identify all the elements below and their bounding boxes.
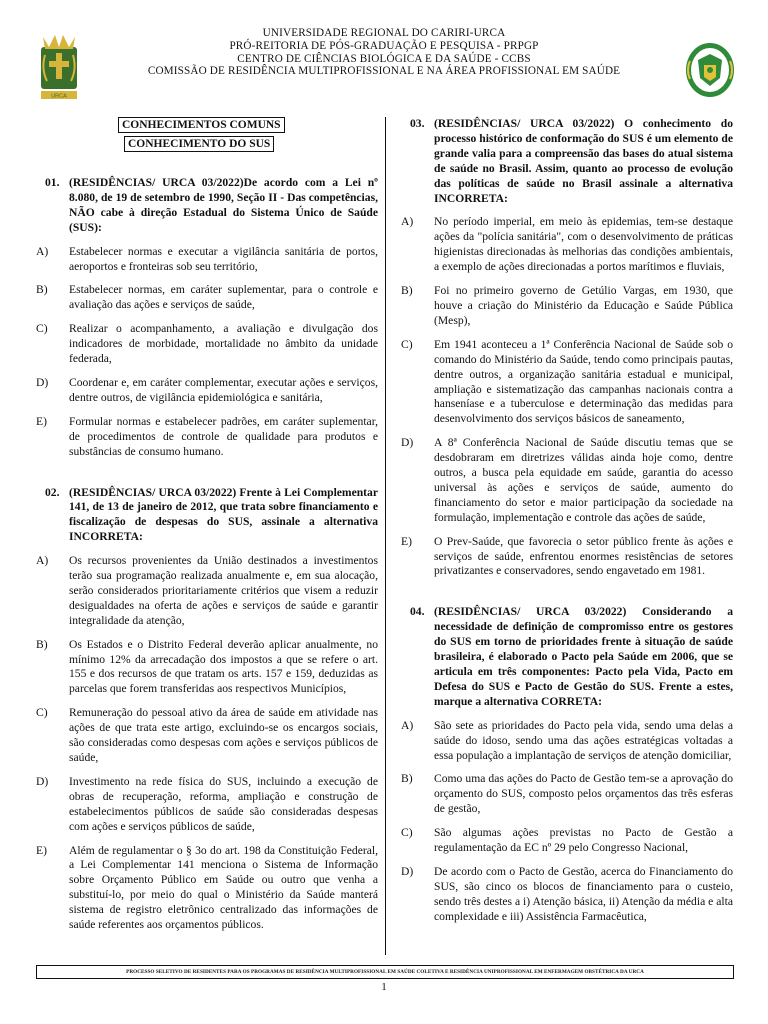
question-01-option-c: [35, 322, 378, 367]
option-label: E): [36, 843, 47, 857]
column-divider: [385, 117, 386, 955]
option-text: Remuneração do pessoal ativo da área de saúde em atividade nas ações de que trata este artigo, excluindo-se os encargos sociais, são consideradas como despesas com ações e serviços públicos de saúde,: [69, 706, 378, 764]
option-text: O Prev-Saúde, que favorecia o setor público frente às ações e serviços de saúde, enfrentou enormes resistências de setores privatizantes e conservadores, sendo engavetado em 1981.: [434, 534, 733, 578]
option-label: A): [401, 215, 414, 229]
option-text: Os Estados e o Distrito Federal deverão aplicar anualmente, no mínimo 12% da arrecadação dos impostos a que se refere o art. 155 e dos recursos de que tratam os arts. 157 e 159, deduzidas as parcelas que forem transferidas aos respectivos Municípios,: [69, 637, 378, 696]
option-text: Foi no primeiro governo de Getúlio Vargas, em 1930, que houve a criação do Ministério da Educação e Saúde Pública (Mesp),: [434, 284, 733, 327]
option-label: D): [36, 774, 49, 788]
question-04-option-d: [400, 865, 733, 925]
option-label: E): [36, 414, 47, 428]
question-02-option-a: [35, 554, 378, 629]
question-02-option-d: [35, 775, 378, 835]
option-label: E): [401, 534, 412, 548]
header-line-ccbs: CENTRO DE CIÊNCIAS BIOLÓGICA E DA SAÚDE - CCBS: [237, 52, 531, 65]
document-header: [0, 27, 768, 78]
question-number: 03.: [410, 117, 425, 130]
option-label: C): [36, 322, 48, 336]
question-04-option-a: [400, 719, 733, 764]
spacer: [35, 469, 378, 486]
question-04-option-b: [400, 772, 733, 817]
option-text: A 8ª Conferência Nacional de Saúde discutiu temas que se desdobraram em diretrizes válidas ainda hoje como, dentre outros, a busca pela equidade em saúde, garantia do acesso universal às ações e serviços de saúde, aumento do financiamento do setor e maior participação da sociedade na formulação, implementação e controle das ações de saúde,: [434, 436, 733, 524]
option-text: São algumas ações previstas no Pacto de Gestão a regulamentação da EC nº 29 pelo Congresso Nacional,: [434, 826, 733, 855]
option-text: Investimento na rede física do SUS, incluindo a execução de obras de recuperação, reforma, ampliação e construção de estabelecimentos públicos de saúde são consideradas despesas com ações e serviços públicos de saúde,: [69, 774, 378, 833]
question-01-option-e: [35, 415, 378, 460]
question-01: [35, 176, 378, 236]
question-03: [400, 117, 733, 206]
question-text: (RESIDÊNCIAS/ URCA 03/2022) Frente à Lei Complementar 141, de 13 de janeiro de 2012, que trata sobre financiamento e fiscalização de despesas do SUS, assinale a alternativa INCORRETA:: [69, 485, 378, 544]
question-04-option-c: [400, 826, 733, 856]
option-text: São sete as prioridades do Pacto pela vida, sendo uma delas a saúde do idoso, sendo uma das ações estratégicas voltadas a essa população a implantação de serviços de atenção domiciliar,: [434, 718, 733, 762]
section-label-conhecimentos-comuns: CONHECIMENTOS COMUNS: [118, 117, 285, 133]
question-text: (RESIDÊNCIAS/ URCA 03/2022) O conhecimento do processo histórico de conformação do SUS é um elemento de grande valia para a compreensão das bases do atual sistema de saúde no Brasil. Assim, quanto ao processo de evolução das políticas de saúde no Brasil assinale a alternativa INCORRETA:: [434, 117, 733, 205]
option-label: D): [401, 864, 414, 878]
option-label: D): [36, 375, 49, 389]
option-text: No período imperial, em meio às epidemias, tem-se destaque ações da "polícia sanitária", com o desenvolvimento de práticas higienistas direcionadas às melhorias das condições ambientais, a exemplo de ações direcionadas a portos marítimos e fluviais,: [434, 215, 733, 274]
header-line-university: UNIVERSIDADE REGIONAL DO CARIRI-URCA: [262, 27, 506, 39]
section-labels: [118, 117, 298, 155]
question-03-option-e: [400, 535, 733, 580]
option-label: B): [36, 283, 48, 297]
option-label: D): [401, 436, 414, 450]
option-text: Como uma das ações do Pacto de Gestão tem-se a aprovação do orçamento do SUS, composto pelos orçamentos das três esferas de gestão,: [434, 772, 733, 816]
header-line-prpgp: PRÓ-REITORIA DE PÓS-GRADUAÇÃO E PESQUISA - PRPGP: [229, 39, 539, 52]
header-line-commission: COMISSÃO DE RESIDÊNCIA MULTIPROFISSIONAL E NA ÁREA PROFISSIONAL EM SAÚDE: [147, 65, 621, 78]
question-number: 01.: [45, 176, 60, 189]
option-label: A): [401, 718, 414, 732]
option-text: Estabelecer normas e executar a vigilância sanitária de portos, aeroportos e fronteiras sob seu território,: [69, 244, 378, 273]
question-03-option-d: [400, 436, 733, 525]
question-02-option-c: [35, 706, 378, 766]
spacer: [400, 588, 733, 605]
question-04: [400, 605, 733, 709]
question-text: (RESIDÊNCIAS/ URCA 03/2022)De acordo com a Lei nº 8.080, de 19 de setembro de 1990, Seção II - Das competências, NÃO cabe à direção Estadual do Sistema Único de Saúde (SUS):: [69, 176, 378, 234]
option-text: Estabelecer normas, em caráter suplementar, para o controle e avaliação das ações e serviços de saúde,: [69, 283, 378, 312]
right-column: [400, 117, 733, 934]
question-number: 04.: [410, 605, 425, 619]
question-number: 02.: [45, 485, 60, 499]
question-03-option-c: [400, 338, 733, 427]
question-text: (RESIDÊNCIAS/ URCA 03/2022) Considerando a necessidade de definição de compromisso entre os gestores do SUS em torno de prioridades frente à situação de saúde brasileira, é elaborado o Pacto pela Saúde em 2006, que se articula em três componentes: Pacto pela Vida, Pacto em Defesa do SUS e Pacto de Gestão do SUS. Frente a estes, marque a alternativa CORRETA:: [434, 605, 733, 708]
footer-box: PROCESSO SELETIVO DE RESIDENTES PARA OS PROGRAMAS DE RESIDÊNCIA MULTIPROFISSIONAL EM SAÚDE COLETIVA E RESIDÊNCIA UNIPROFISSIONAL EM ENFERMAGEM OBSTÉTRICA DA URCA: [36, 965, 734, 979]
question-03-option-a: [400, 215, 733, 275]
option-label: A): [36, 244, 49, 258]
option-text: Formular normas e estabelecer padrões, em caráter suplementar, de procedimentos de controle de qualidade para produtos e substâncias de consumo humano.: [69, 414, 378, 458]
question-01-option-d: [35, 376, 378, 406]
option-text: De acordo com o Pacto de Gestão, acerca do Financiamento do SUS, são cinco os blocos de financiamento para o custeio, sendo três destes a i) Atenção básica, ii) Atenção da média e alta complexidade e iii) Assistência Farmacêutica,: [434, 864, 733, 923]
section-label-conhecimento-sus: CONHECIMENTO DO SUS: [124, 136, 274, 152]
question-02-option-b: [35, 638, 378, 698]
question-03-option-b: [400, 284, 733, 329]
question-02: [35, 486, 378, 546]
option-text: Os recursos provenientes da União destinados a investimentos terão sua programação realizada anualmente e, em sua alocação, serão considerados prioritariamente critérios que visem a reduzir desigualdades na oferta de ações e serviços de saúde e garantir integralidade da atenção,: [69, 554, 378, 627]
question-02-option-e: [35, 844, 378, 933]
left-column: [35, 176, 378, 942]
question-01-option-a: [35, 245, 378, 275]
option-label: B): [36, 637, 48, 651]
option-text: Realizar o acompanhamento, a avaliação e divulgação dos indicadores de morbidade, mortalidade no âmbito da unidade federada,: [69, 322, 378, 366]
urca-logo-text: URCA: [51, 93, 67, 100]
option-label: C): [401, 826, 413, 840]
option-label: C): [36, 706, 48, 720]
option-text: Em 1941 aconteceu a 1ª Conferência Nacional de Saúde sob o comando do Ministério da Saúde, tendo como principais pautas, dentre outros, a organização sanitária estadual e municipal, ampliação e sistematização das campanhas nacionais contra a hanseníase e a tuberculose e determinação das medidas para desenvolvimento dos serviços básicos de saneamento,: [434, 337, 733, 426]
option-label: A): [36, 554, 49, 568]
option-text: Coordenar e, em caráter complementar, executar ações e serviços, dentre outros, de vigilância epidemiológica e sanitária,: [69, 375, 378, 404]
option-label: B): [401, 772, 413, 786]
option-text: Além de regulamentar o § 3o do art. 198 da Constituição Federal, a Lei Complementar 141 menciona o Sistema de Informação sobre Orçamento Público em Saúde ou outro que venha a substituí-lo, por meio do qual o Ministério da Saúde manterá sistema de registro eletrônico centralizado das informações de saúde referentes aos orçamentos públicos.: [69, 843, 378, 932]
page-number: 1: [381, 981, 387, 993]
option-label: B): [401, 284, 413, 298]
question-01-option-b: [35, 283, 378, 313]
option-label: C): [401, 337, 413, 351]
